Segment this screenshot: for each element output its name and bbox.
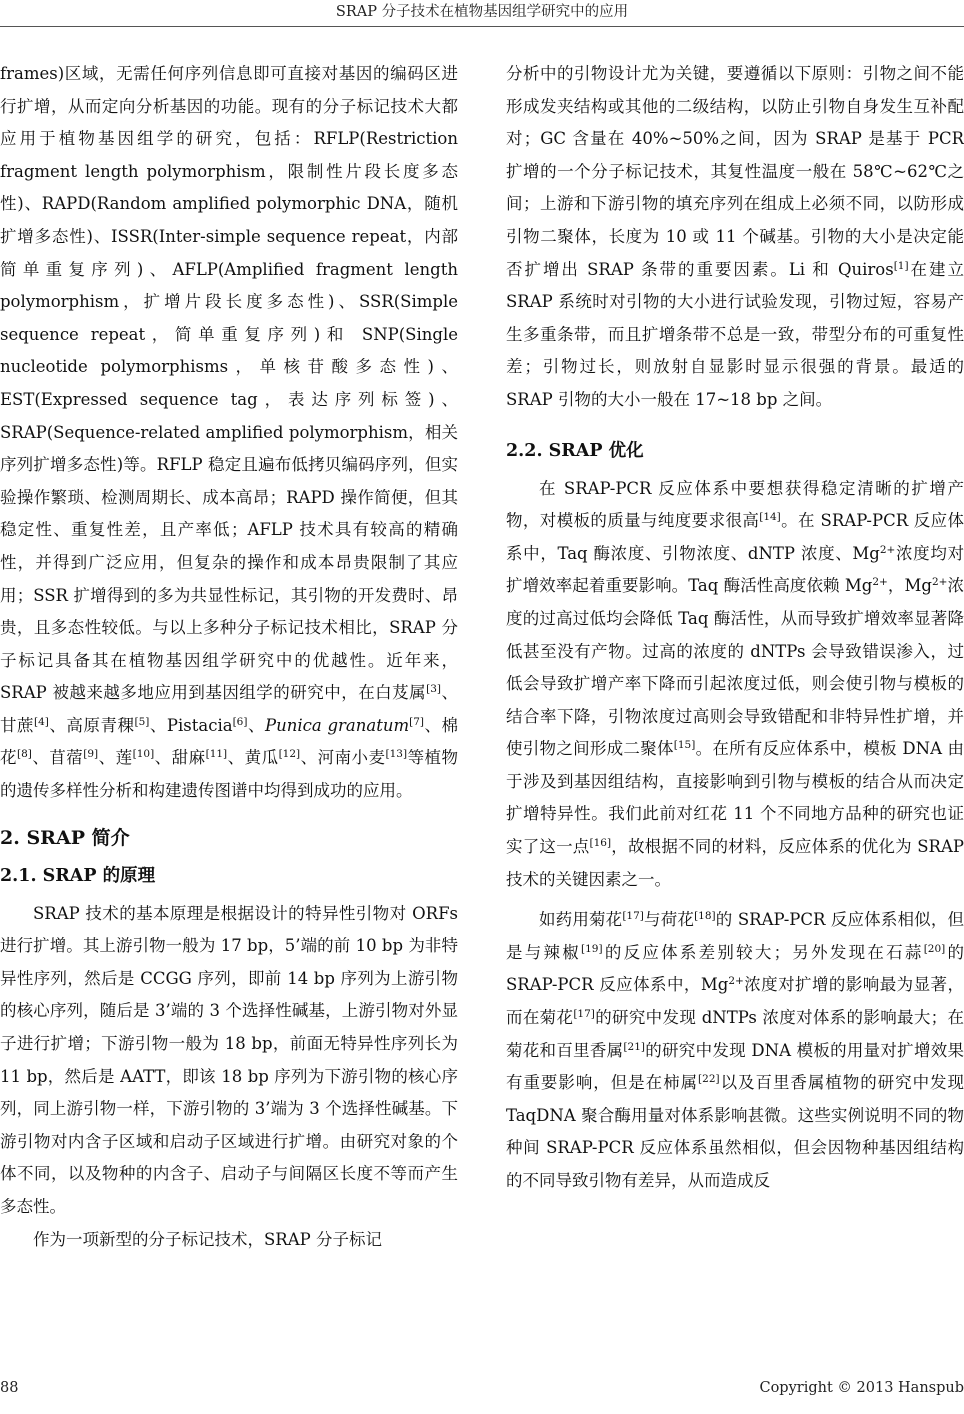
text-run: 与荷花	[643, 910, 695, 930]
species-name: Punica granatum	[264, 715, 410, 735]
paragraph-primer-design	[506, 58, 964, 417]
text-run: 浓度的过高过低均会降低 Taq 酶活性，从而导致扩增效率显著降低甚至没有产物。过高的浓度的 dNTPs 会导致错误渗入，过低会导致扩增产率下降而引起浓度过低，则会使引物与模板的结合率下降，引物浓度过高则会导致错配和非特异性扩增，并使引物之间形成二聚体	[506, 576, 964, 759]
text-run: 、河南小麦	[300, 748, 386, 768]
right-column	[506, 58, 964, 1198]
citation: [8]	[16, 748, 32, 761]
text-run: 、莲	[98, 748, 133, 768]
text-run: 等植物的遗传多样性分析和构建遗传图谱中均得到成功的应用。	[0, 748, 459, 801]
text-run: 分析中的引物设计尤为关键，要遵循以下原则：引物之间不能形成发夹结构或其他的二级结构，以防止引物自身发生互补配对；GC 含量在 40%~50%之间，因为 SRAP 是基于 PCR 扩增的一个分子标记技术，其复性温度一般在 58℃~62℃之间；上游和下游引物的填充序列在组成上必须不同，以防形成引物二聚体，长度为 10 或 11 个碱基。引物的大小是决定能否扩增出 SRAP 条带的重要因素。Li 和 Quiros	[506, 64, 964, 279]
citation: [10]	[132, 748, 155, 761]
text-run: 如药用菊花	[539, 910, 623, 930]
superscript: 2+	[879, 543, 896, 556]
citation: [4]	[34, 715, 49, 728]
citation: [7]	[409, 715, 424, 728]
text-run: 的研究中发现 DNA 模板的用量对扩增效果有重要影响，但是在柿属	[506, 1040, 964, 1093]
citation: [18]	[694, 910, 716, 923]
citation: [16]	[589, 837, 612, 850]
running-header: SRAP 分子技术在植物基因组学研究中的应用	[335, 4, 629, 20]
section-heading: 2. SRAP 简介	[0, 826, 130, 849]
paragraph-examples	[506, 904, 964, 1197]
citation: [13]	[385, 748, 408, 761]
text-run: 、棉花	[0, 715, 459, 768]
citation: [20]	[923, 942, 946, 955]
citation: [21]	[623, 1040, 645, 1053]
left-column	[0, 58, 458, 1256]
citation: [17]	[573, 1008, 595, 1021]
citation: [3]	[426, 683, 442, 696]
citation: [17]	[622, 910, 644, 923]
subsection-heading: 2.1. SRAP 的原理	[0, 865, 156, 886]
citation: [1]	[893, 259, 909, 272]
citation: [9]	[83, 748, 99, 761]
text-run: 、甜麻	[154, 748, 206, 768]
text-run: 在建立 SRAP 系统时对引物的大小进行试验发现，引物过短，容易产生多重条带，而且扩增条带不总是一致，带型分布的可重复性差；引物过长，则放射自显影时显示很强的背景。最适的 SRAP 引物的大小一般在 17~18 bp 之间。	[506, 259, 964, 409]
text-run: 以及百里香属植物的研究中发现 TaqDNA 聚合酶用量对体系影响甚微。这些实例说明不同的物种间 SRAP-PCR 反应体系虽然相似，但会因物种基因组结构的不同导致引物有差异，从而造成反	[506, 1073, 964, 1190]
text-run: 、甘蔗	[0, 683, 458, 735]
page-number: 88	[0, 1380, 19, 1396]
subsection-heading: 2.2. SRAP 优化	[506, 440, 644, 461]
text-run: 、高原青稞	[48, 715, 135, 735]
copyright-notice: Copyright © 2013 Hanspub	[759, 1380, 964, 1396]
superscript: 2+	[872, 576, 888, 589]
text-run: 的研究中发现 dNTPs 浓度对体系的影响最大；在菊花和百里香属	[506, 1008, 964, 1060]
text-run: 。在 SRAP-PCR 反应体系中，Taq 酶浓度、引物浓度、dNTP 浓度、Mg	[506, 511, 964, 563]
text-run: 的反应体系差别较大；另外发现在石蒜	[602, 942, 924, 962]
paragraph-intro-continued	[0, 58, 458, 808]
citation: [12]	[278, 748, 301, 761]
citation: [5]	[134, 715, 150, 728]
citation: [11]	[205, 748, 228, 761]
text-run: ，故根据不同的材料，反应体系的优化为 SRAP 技术的关键因素之一。	[506, 837, 964, 889]
superscript: 2+	[728, 975, 744, 988]
text-run: frames)区域，无需任何序列信息即可直接对基因的编码区进行扩增，从而定向分析基因的功能。现有的分子标记技术大都应用于植物基因组学的研究，包括：RFLP(Restriction fragment length polymorphism，限制性片段长度多态性)、RAPD(Random amplified polymorphic DNA，随机扩增多态性)、ISSR(Inter-simple sequence repeat，内部简单重复序列)、AFLP(Amplified fragment length polymorphism，扩增片段长度多态性)、SSR(Simple sequence repeat，简单重复序列)和 SNP(Single nucleotide polymorphisms，单核苷酸多态性)、EST(Expressed sequence tag，表达序列标签)、SRAP(Sequence-related amplified polymorphism，相关序列扩增多态性)等。RFLP 稳定且遍布低拷贝编码序列，但实验操作繁琐、检测周期长、成本高昂；RAPD 操作简便，但其稳定性、重复性差，且产率低；AFLP 技术具有较高的精确性，并得到广泛应用，但复杂的操作和成本昂贵限制了其应用；SSR 扩增得到的多为共显性标记，其引物的开发费时、昂贵，且多态性较低。与以上多种分子标记技术相比，SRAP 分子标记具备其在植物基因组学研究中的优越性。近年来，SRAP 被越来越多地应用到基因组学的研究中，在白芨属	[0, 64, 458, 703]
text-run: 、	[247, 715, 265, 735]
paragraph-optimization	[506, 473, 964, 897]
citation: [14]	[759, 511, 781, 524]
citation: [6]	[232, 715, 248, 728]
text-run: 浓度对扩增的影响最为显著，而在菊花	[506, 975, 964, 1028]
text-run: 的 SRAP-PCR 反应体系相似，但是与辣椒	[506, 910, 964, 962]
text-run: 。在所有反应体系中，模板 DNA 由于涉及到基因组结构，直接影响到引物与模板的结合从而决定扩增特异性。我们此前对红花 11 个不同地方品种的研究也证实了这一点	[506, 739, 964, 857]
text-run: 浓度均对扩增效率起着重要影响。Taq 酶活性高度依赖 Mg	[506, 543, 964, 596]
citation: [19]	[581, 942, 603, 955]
text-run: 、苜蓿	[31, 748, 84, 768]
superscript: 2+	[931, 576, 948, 589]
text-run: 、黄瓜	[227, 748, 279, 768]
paragraph-principle: SRAP 技术的基本原理是根据设计的特异性引物对 ORFs 进行扩增。其上游引物一般为 17 bp，5’端的前 10 bp 为非特异性序列，然后是 CCGG 序列，即前 14 bp 序列为上游引物的核心序列，随后是 3’端的 3 个选择性碱基，上游引物对外显子进行扩增；下游引物一般为 18 bp，前面无特异性序列长为 11 bp，然后是 AATT，即该 18 bp 序列为下游引物的核心序列，同上游引物一样，下游引物的 3’端为 3 个选择性碱基。下游引物对内含子区域和启动子区域进行扩增。由研究对象的个体不同，以及物种的内含子、启动子与间隔区长度不等而产生多态性。	[0, 903, 458, 1216]
paragraph-primer-design-start: 作为一项新型的分子标记技术，SRAP 分子标记	[33, 1229, 382, 1249]
text-run: 、Pistacia	[149, 715, 233, 735]
citation: [15]	[673, 739, 696, 752]
header-rule	[0, 26, 964, 27]
text-run: 在 SRAP-PCR 反应体系中要想获得稳定清晰的扩增产物，对模板的质量与纯度要求很高	[506, 478, 964, 531]
text-run: ，Mg	[887, 576, 932, 596]
citation: [22]	[698, 1073, 720, 1086]
text-run: 的 SRAP-PCR 反应体系中，Mg	[506, 942, 964, 995]
